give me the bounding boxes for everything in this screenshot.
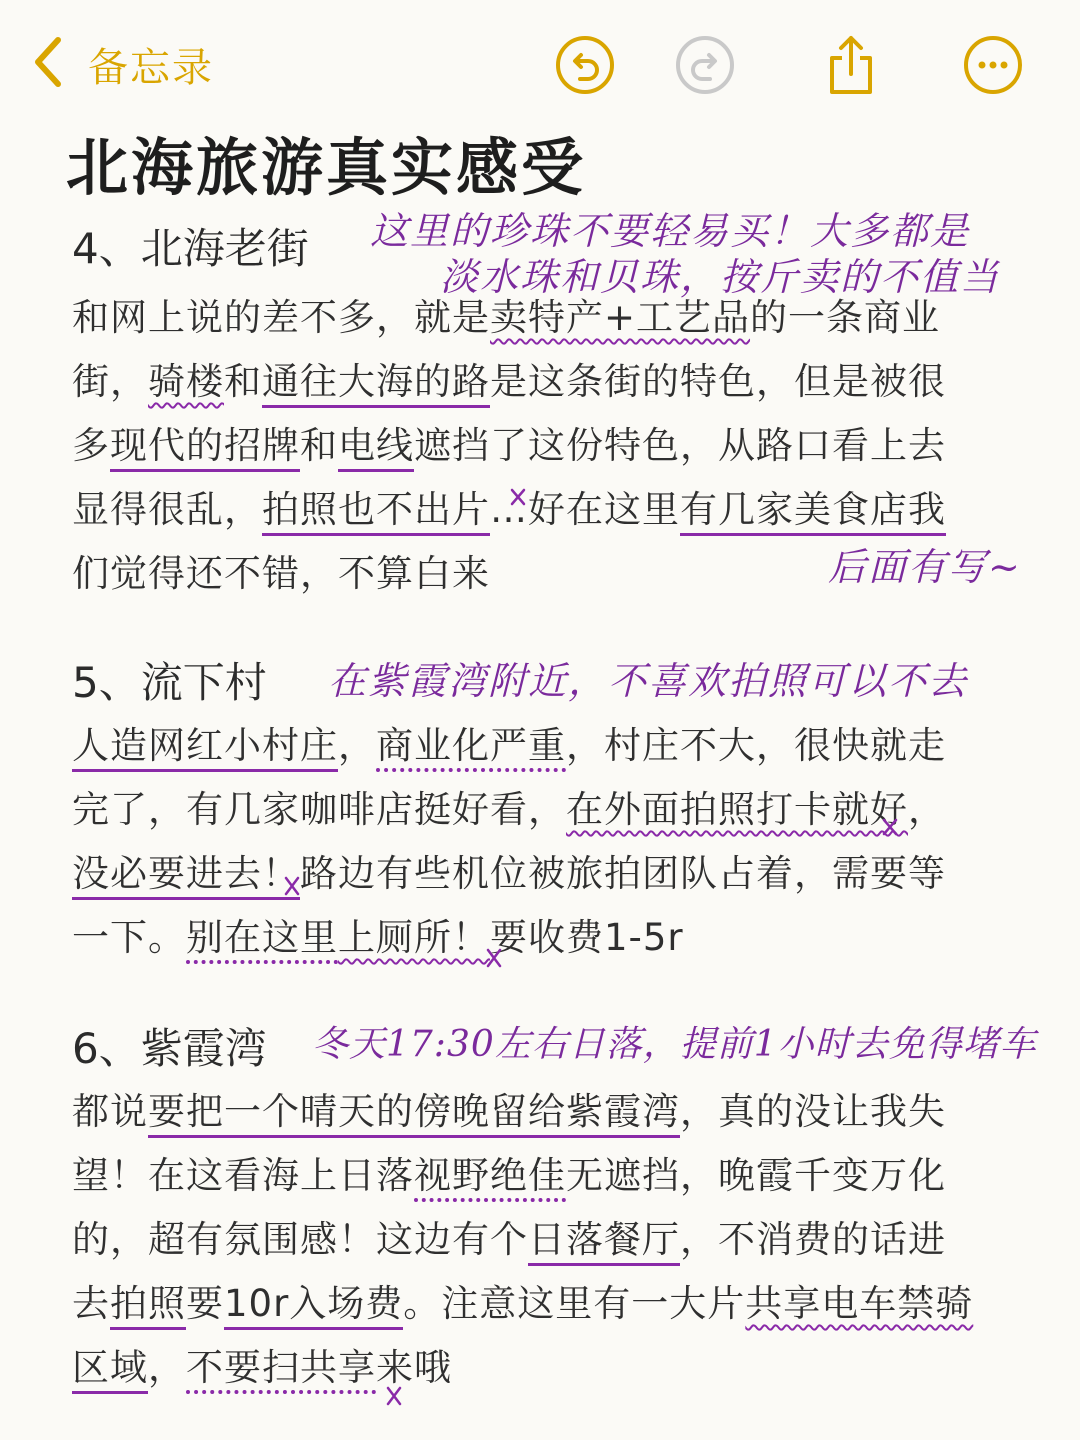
section-heading-4: 4、北海老街 [72,224,309,273]
text-line: 一下。别在这里上厕所！要收费1-5r [72,916,684,959]
back-label: 备忘录 [88,44,214,91]
text-line: 完了，有几家咖啡店挺好看，在外面拍照打卡就好， [72,788,946,831]
toolbar [0,0,1080,120]
note-title: 北海旅游真实感受 [66,131,587,204]
text-line: 多现代的招牌和电线遮挡了这份特色，从路口看上去 [72,414,1002,478]
chevron-left-icon [30,34,66,94]
text-line: 没必要进去！路边有些机位被旅拍团队占着，需要等 [72,842,1002,906]
text-line: 显得很乱，拍照也不出片…好在这里有几家美食店我 [72,478,1002,542]
redo-button[interactable] [674,34,736,96]
redo-icon [674,81,736,100]
share-button[interactable] [820,34,882,96]
text-line: 都说要把一个晴天的傍晚留给紫霞湾，真的没让我失 [72,1080,1002,1144]
section-heading-6: 6、紫霞湾 [72,1024,267,1073]
share-icon [820,81,882,100]
handwritten-note: 在紫霞湾附近，不喜欢拍照可以不去 [328,659,969,703]
text-line: 去拍照要10r入场费。注意这里有一大片共享电车禁骑 [72,1272,1002,1336]
undo-button[interactable] [554,34,616,96]
text-line: 的，超有氛围感！这边有个日落餐厅，不消费的话进 [72,1208,1002,1272]
paragraph [72,1080,1002,1400]
more-icon [962,81,1024,100]
text-line: 和网上说的差不多，就是卖特产+工艺品的一条商业 [72,296,941,339]
text-line: 街，骑楼和通往大海的路是这条街的特色，但是被很 [72,350,1002,414]
text-line: 望！在这看海上日落视野绝佳无遮挡，晚霞千变万化 [72,1154,946,1197]
handwritten-note: 冬天17:30左右日落，提前1小时去免得堵车 [312,1024,1037,1065]
paragraph [72,714,1002,970]
text-line: 区域，不要扫共享来哦 [72,1336,1002,1400]
handwritten-note: 后面有写~ [828,545,1022,589]
more-button[interactable] [962,34,1024,96]
text-line: 们觉得还不错，不算白来 [72,552,490,595]
text-line: 人造网红小村庄，商业化严重，村庄不大，很快就走 [72,714,1002,778]
section-heading-5: 5、流下村 [72,658,267,707]
handwritten-note: 淡水珠和贝珠，按斤卖的不值当 [440,255,1001,299]
undo-icon [554,81,616,100]
handwritten-note: 这里的珍珠不要轻易买！大多都是 [370,209,971,253]
back-button[interactable] [30,34,214,94]
